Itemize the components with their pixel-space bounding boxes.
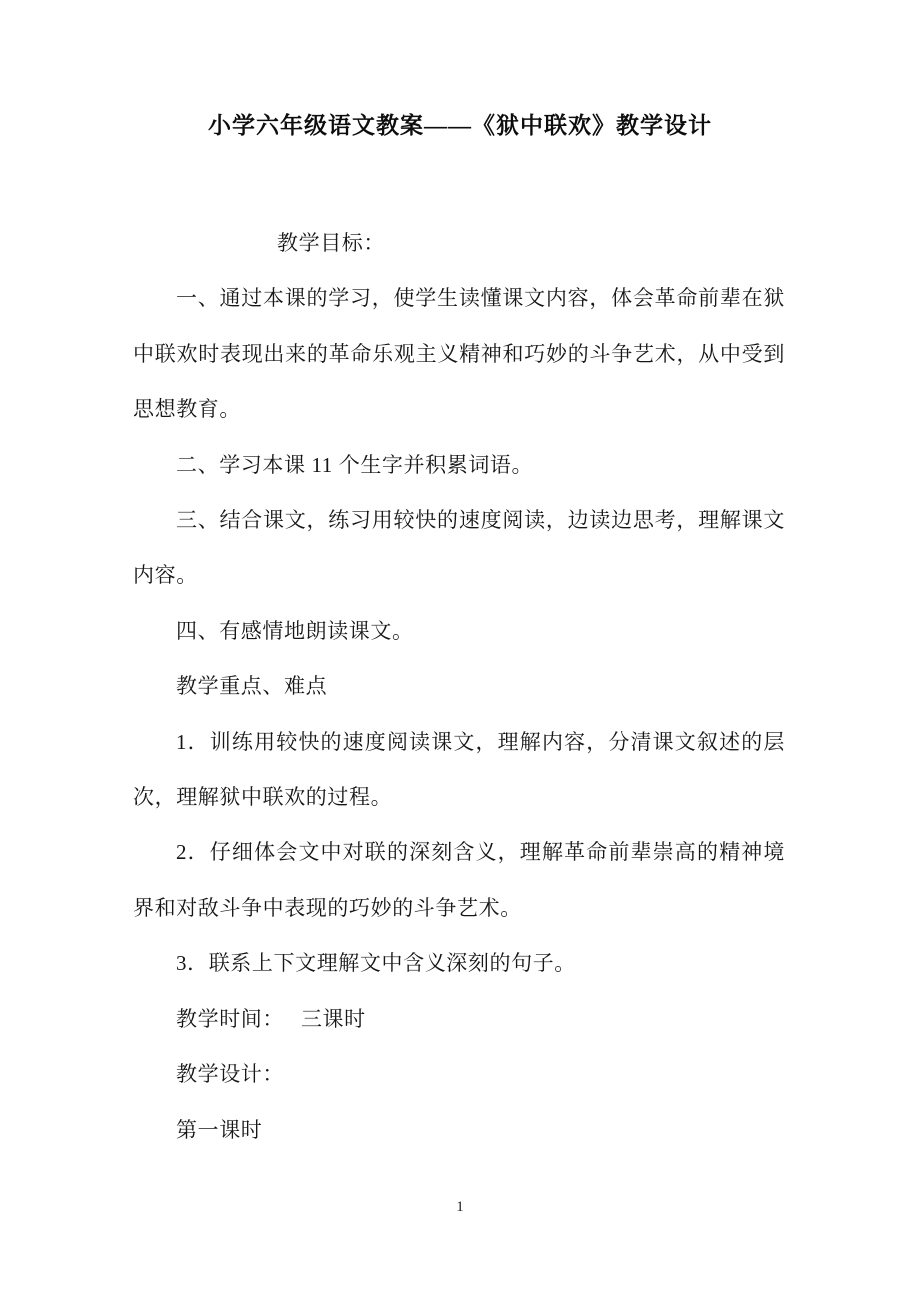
paragraph-lesson-1-heading: 第一课时 bbox=[176, 1117, 263, 1142]
paragraph-key-points-heading: 教学重点、难点 bbox=[176, 674, 328, 699]
page-number: 1 bbox=[456, 1199, 464, 1215]
paragraph-goal-4: 四、有感情地朗读课文。 bbox=[176, 618, 414, 643]
paragraph-key-point-3: 3．联系上下文理解文中含义深刻的句子。 bbox=[176, 951, 576, 976]
document-body bbox=[133, 216, 785, 1158]
paragraph-teaching-design-heading: 教学设计： bbox=[176, 1062, 284, 1087]
paragraph-teaching-time: 教学时间： 三课时 bbox=[176, 1006, 366, 1031]
document-title: 小学六年级语文教案——《狱中联欢》教学设计 bbox=[208, 113, 712, 138]
paragraph-key-point-1: 1．训练用较快的速度阅读课文，理解内容，分清课文叙述的层次，理解狱中联欢的过程。 bbox=[133, 729, 785, 810]
paragraph-goal-2: 二、学习本课 11 个生字并积累词语。 bbox=[176, 452, 534, 477]
paragraph-goal-1: 一、通过本课的学习，使学生读懂课文内容，体会革命前辈在狱中联欢时表现出来的革命乐观主义精神和巧妙的斗争艺术，从中受到思想教育。 bbox=[133, 286, 785, 422]
paragraph-goals-heading: 教学目标： bbox=[277, 231, 385, 255]
paragraph-key-point-2: 2．仔细体会文中对联的深刻含义，理解革命前辈崇高的精神境界和对敌斗争中表现的巧妙的斗争艺术。 bbox=[133, 840, 785, 920]
paragraph-goal-3: 三、结合课文，练习用较快的速度阅读，边读边思考，理解课文内容。 bbox=[133, 508, 785, 588]
